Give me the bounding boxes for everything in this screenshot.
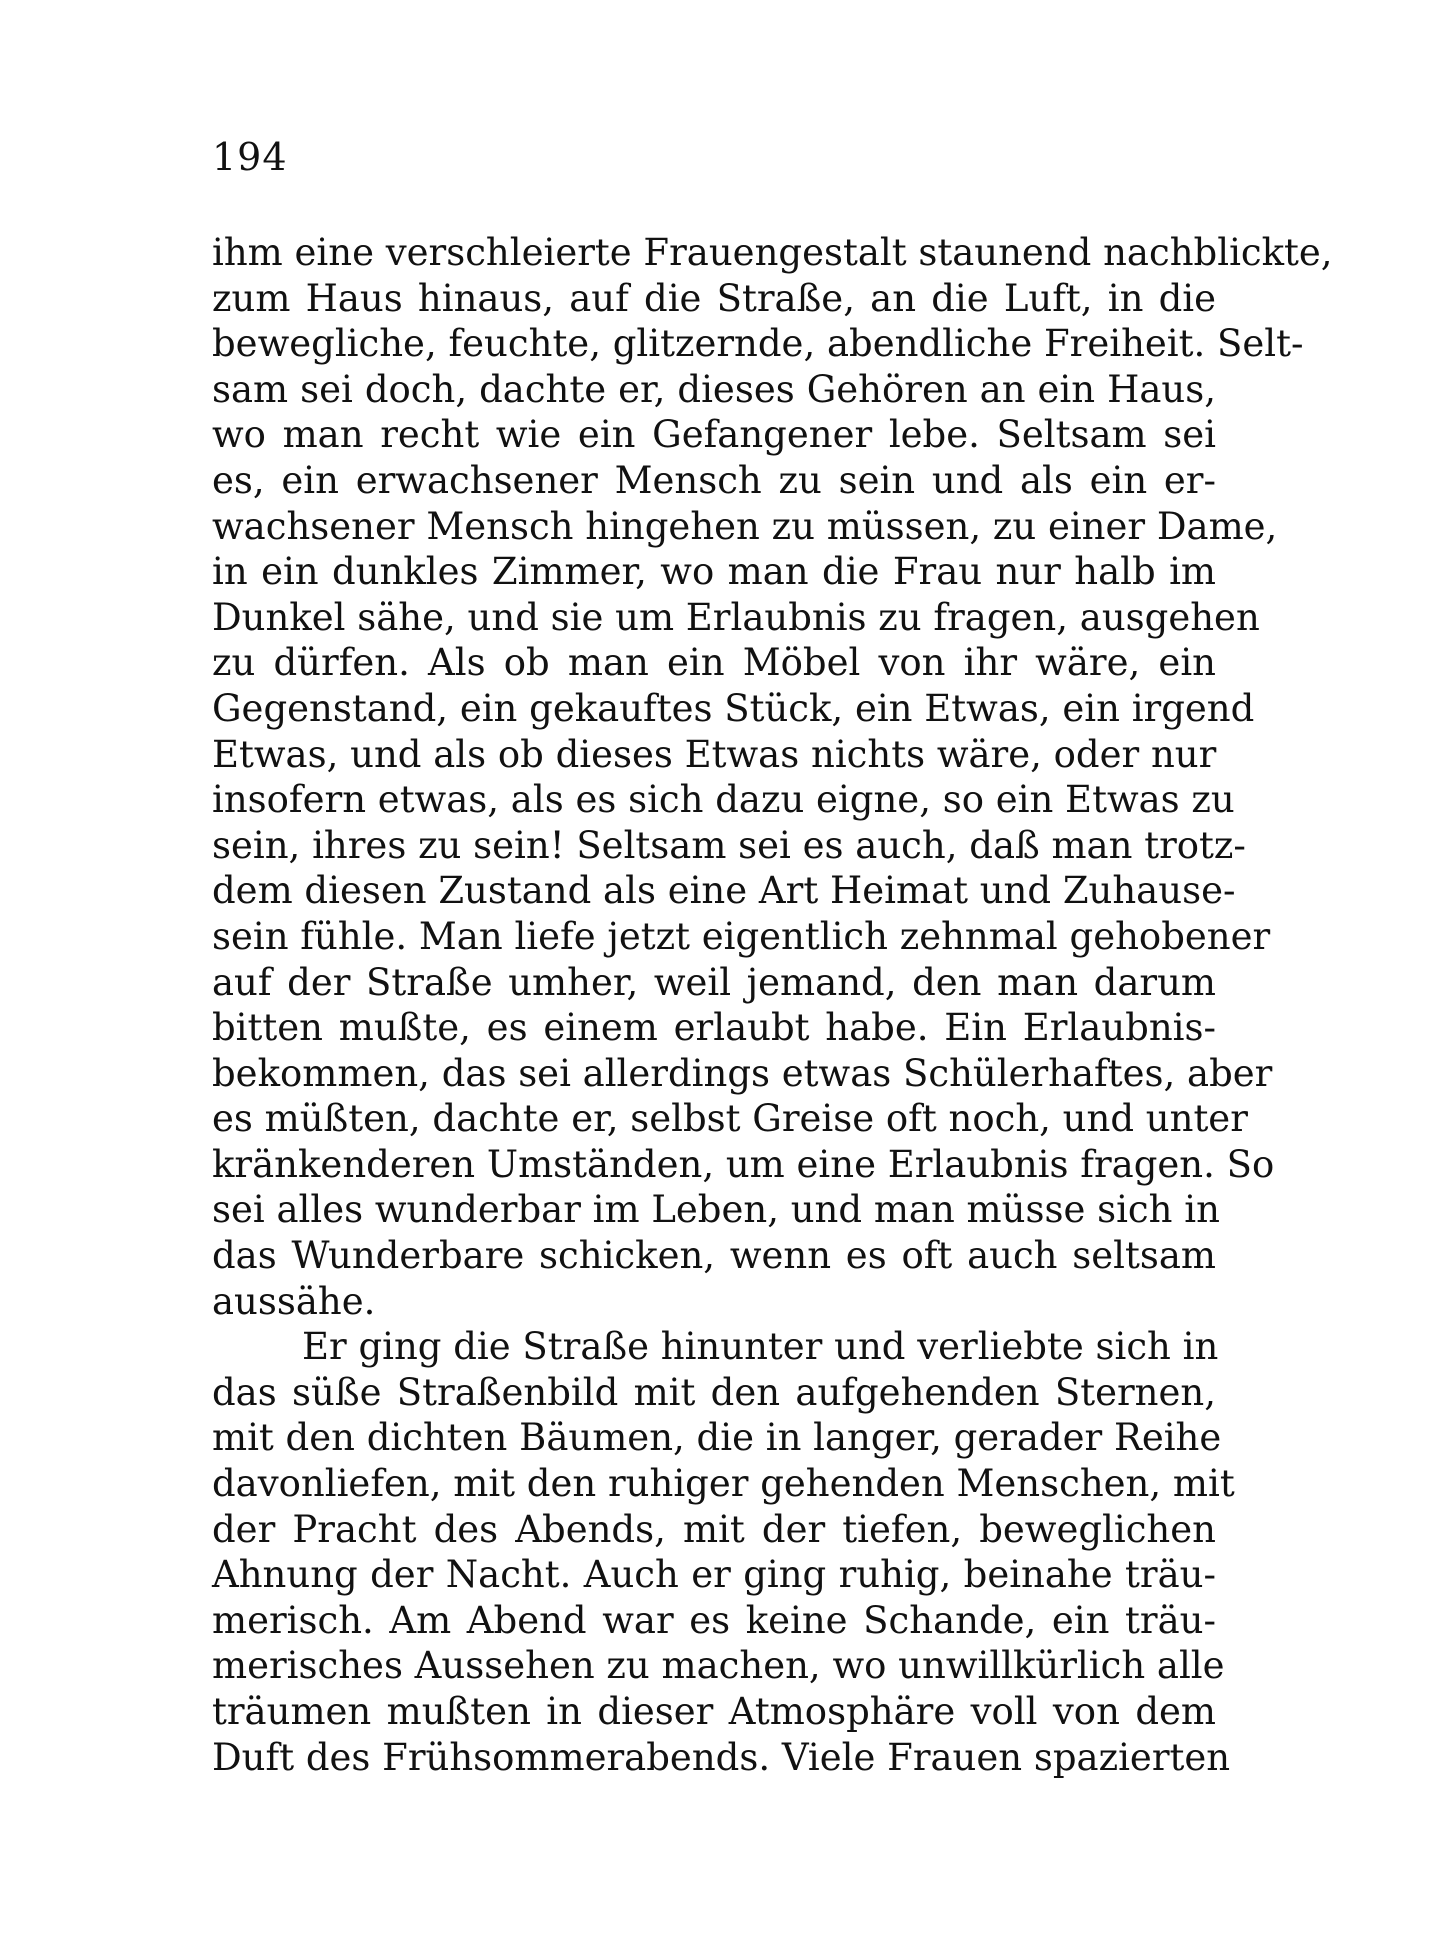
page-number: 194	[212, 135, 288, 179]
text-line: träumen mußten in dieser Atmosphäre voll von dem	[212, 1690, 1216, 1733]
text-line: Etwas, und als ob dieses Etwas nichts wäre, oder nur	[212, 732, 1217, 776]
text-line: auf der Straße umher, weil jemand, den man darum	[212, 960, 1216, 1004]
text-line: insofern etwas, als es sich dazu eigne, so ein Etwas zu	[212, 778, 1235, 822]
text-line: es müßten, dachte er, selbst Greise oft noch, und unter	[212, 1097, 1248, 1141]
text-line: davonliefen, mit den ruhiger gehenden Menschen, mit	[212, 1462, 1235, 1506]
text-line: ihm eine verschleierte Frauengestalt staunend nachblickte,	[212, 231, 1333, 274]
text-line: bekommen, das sei allerdings etwas Schülerhaftes, aber	[212, 1051, 1273, 1095]
text-line: Gegenstand, ein gekauftes Stück, ein Etwas, ein irgend	[212, 686, 1255, 730]
text-line: sein fühle. Man liefe jetzt eigentlich zehnmal gehobener	[212, 914, 1271, 958]
text-line: zu dürfen. Als ob man ein Möbel von ihr wäre, ein	[212, 641, 1216, 685]
text-line: wo man recht wie ein Gefangener lebe. Seltsam sei	[212, 413, 1216, 457]
text-line: kränkenderen Umständen, um eine Erlaubnis fragen. So	[212, 1142, 1275, 1186]
text-line: sam sei doch, dachte er, dieses Gehören an ein Haus,	[212, 367, 1216, 411]
text-line: es, ein erwachsener Mensch zu sein und als ein er-	[212, 458, 1216, 502]
text-line: das Wunderbare schicken, wenn es oft auch seltsam	[212, 1234, 1216, 1278]
text-line: mit den dichten Bäumen, die in langer, gerader Reihe	[212, 1416, 1222, 1460]
text-line: Dunkel sähe, und sie um Erlaubnis zu fragen, ausgehen	[212, 595, 1260, 639]
text-line: zum Haus hinaus, auf die Straße, an die Luft, in die	[212, 276, 1216, 320]
text-line: das süße Straßenbild mit den aufgehenden Sternen,	[212, 1370, 1216, 1414]
text-line: Ahnung der Nacht. Auch er ging ruhig, beinahe träu-	[212, 1553, 1216, 1597]
text-line: dem diesen Zustand als eine Art Heimat und Zuhause-	[212, 869, 1236, 913]
text-line: merisch. Am Abend war es keine Schande, ein träu-	[212, 1598, 1216, 1642]
paragraph-start-line: Er ging die Straße hinunter und verliebte sich in	[302, 1325, 1219, 1369]
text-line: merisches Aussehen zu machen, wo unwillkürlich alle	[212, 1644, 1225, 1688]
text-line: bewegliche, feuchte, glitzernde, abendliche Freiheit. Selt-	[212, 322, 1304, 366]
body-text	[212, 230, 1333, 1780]
text-line: wachsener Mensch hingehen zu müssen, zu einer Dame,	[212, 504, 1278, 548]
text-line: in ein dunkles Zimmer, wo man die Frau nur halb im	[212, 550, 1216, 594]
text-line: bitten mußte, es einem erlaubt habe. Ein Erlaubnis-	[212, 1006, 1216, 1050]
text-line: sei alles wunderbar im Leben, und man müsse sich in	[212, 1188, 1220, 1232]
text-line: sein, ihres zu sein! Seltsam sei es auch, daß man trotz-	[212, 823, 1246, 867]
text-line: der Pracht des Abends, mit der tiefen, beweglichen	[212, 1507, 1216, 1551]
text-line: Duft des Frühsommerabends. Viele Frauen spazierten	[212, 1735, 1231, 1779]
text-line: aussähe.	[212, 1279, 376, 1323]
